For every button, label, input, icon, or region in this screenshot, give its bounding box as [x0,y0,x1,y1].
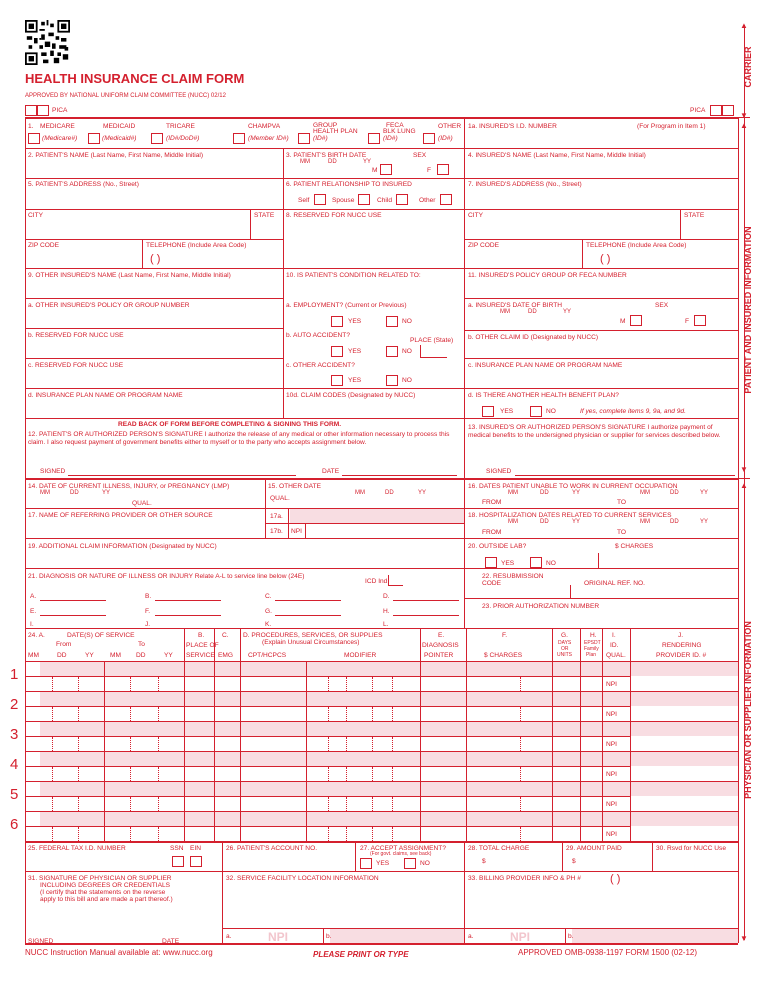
diag-field[interactable] [275,615,341,616]
service-line-shaded [40,812,738,826]
service-line-npi: NPI [606,741,617,748]
diag-field[interactable] [393,615,459,616]
footer-left: NUCC Instruction Manual available at: www.nucc.org [25,948,213,957]
service-line-field[interactable] [40,737,600,751]
other-plan-no[interactable] [530,406,542,417]
employment-yes[interactable] [331,316,343,327]
insured-sex-m[interactable] [630,315,642,326]
service-line-number: 1 [10,666,19,683]
place-state-field[interactable] [420,345,447,358]
rel-spouse[interactable] [358,194,370,205]
rel-self[interactable] [314,194,326,205]
accept-no[interactable] [404,858,416,869]
other-accident-yes[interactable] [331,375,343,386]
accept-yes[interactable] [360,858,372,869]
diag-letter: G. [265,608,272,615]
ein-checkbox[interactable] [190,856,202,867]
service-line-shaded [40,722,738,736]
diag-letter: B. [145,593,152,600]
service-line-shaded [40,692,738,706]
diag-letter: F. [145,608,151,615]
diag-field[interactable] [275,600,341,601]
diag-letter: K. [265,621,272,628]
patient-sex-m[interactable] [380,164,392,175]
medicaid-checkbox[interactable] [88,133,100,144]
service-line-field[interactable] [40,767,600,781]
diag-letter: D. [383,593,390,600]
diag-field[interactable] [155,600,221,601]
diag-field[interactable] [393,600,459,601]
pica-right-label: PICA [690,107,706,114]
service-line-number: 6 [10,816,19,833]
outside-lab-no[interactable] [530,557,542,568]
side-physician: PHYSICIAN OR SUPPLIER INFORMATION [743,621,753,799]
box1a-label: 1a. INSURED'S I.D. NUMBER [468,123,557,130]
service-line-field[interactable] [40,677,600,691]
side-carrier: CARRIER [743,46,753,88]
service-line-field[interactable] [40,827,600,841]
service-line-sep [630,661,631,691]
service-line-sep [602,661,603,691]
qr-code [25,20,70,65]
pica-right-box[interactable] [710,105,722,116]
auto-yes[interactable] [331,346,343,357]
diag-letter: A. [30,593,37,600]
service-line-number: 4 [10,756,19,773]
service-line-shaded [40,662,738,676]
group-checkbox[interactable] [298,133,310,144]
service-line-sep [602,751,603,781]
service-line-sep [602,781,603,811]
service-line-sep [630,721,631,751]
service-line-field[interactable] [40,707,600,721]
diag-letter: J. [145,621,151,628]
approved-text: APPROVED BY NATIONAL UNIFORM CLAIM COMMITTEE (NUCC) 02/12 [25,93,226,99]
diag-field[interactable] [155,615,221,616]
side-patient: PATIENT AND INSURED INFORMATION [743,226,753,394]
feca-checkbox[interactable] [368,133,380,144]
insured-sex-f[interactable] [694,315,706,326]
form-title: HEALTH INSURANCE CLAIM FORM [25,71,245,86]
rel-child[interactable] [396,194,408,205]
service-line-sep [602,811,603,841]
patient-sex-f[interactable] [437,164,449,175]
diag-letter: H. [383,608,390,615]
other-checkbox[interactable] [423,133,435,144]
service-line-field[interactable] [40,797,600,811]
medicare-checkbox[interactable] [28,133,40,144]
service-line-sep [630,751,631,781]
service-line-sep [602,721,603,751]
pica-left-box2[interactable] [37,105,49,116]
pica-left-label: PICA [52,107,68,114]
footer-center: PLEASE PRINT OR TYPE [313,950,409,959]
diag-letter: I. [30,621,34,628]
other-accident-no[interactable] [386,375,398,386]
diag-letter: E. [30,608,37,615]
pica-left-box[interactable] [25,105,37,116]
other-plan-yes[interactable] [482,406,494,417]
service-line-shaded [40,752,738,766]
champva-checkbox[interactable] [233,133,245,144]
service-line-npi: NPI [606,681,617,688]
tricare-checkbox[interactable] [151,133,163,144]
service-line-sep [602,691,603,721]
diag-field[interactable] [40,600,106,601]
outside-lab-yes[interactable] [485,557,497,568]
diag-letter: L. [383,621,389,628]
service-line-number: 5 [10,786,19,803]
service-line-number: 2 [10,696,19,713]
rel-other[interactable] [440,194,452,205]
service-line-sep [630,811,631,841]
pica-right-box2[interactable] [722,105,734,116]
service-line-shaded [40,782,738,796]
service-line-npi: NPI [606,801,617,808]
ssn-checkbox[interactable] [172,856,184,867]
service-line-number: 3 [10,726,19,743]
diag-field[interactable] [40,615,106,616]
diag-letter: C. [265,593,272,600]
employment-no[interactable] [386,316,398,327]
service-line-sep [630,691,631,721]
service-line-npi: NPI [606,771,617,778]
service-line-sep [630,781,631,811]
auto-no[interactable] [386,346,398,357]
service-line-npi: NPI [606,711,617,718]
footer-right: APPROVED OMB-0938-1197 FORM 1500 (02-12) [518,948,698,957]
service-line-npi: NPI [606,831,617,838]
